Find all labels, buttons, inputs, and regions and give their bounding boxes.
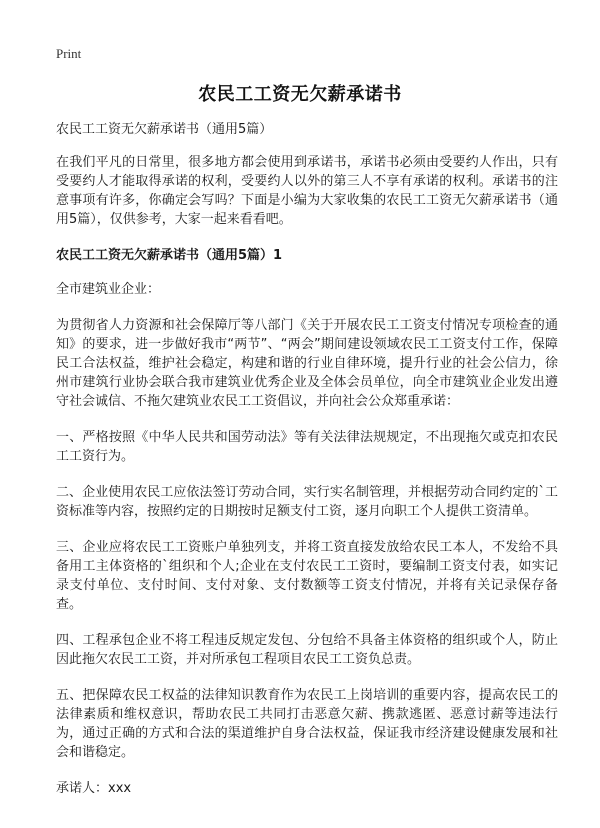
signature-line: 承诺人：xxx <box>56 781 132 796</box>
intro-paragraph: 在我们平凡的日常里，很多地方都会使用到承诺书，承诺书必须由受要约人作出，只有受要约人才能取得承诺的权利，受要约人以外的第三人不享有承诺的权利。承诺书的注意事项有许多，你确定会写吗？下面是小编为大家收集的农民工工资无欠薪承诺书（通用5篇），仅供参考，大家一起来看看吧。 <box>56 155 558 227</box>
salutation: 全市建筑业企业： <box>56 282 161 297</box>
body-paragraph-item-5: 五、把保障农民工权益的法律知识教育作为农民工上岗培训的重要内容，提高农民工的法律素质和维权意识，帮助农民工共同打击恶意欠薪、携款逃匿、恶意讨薪等违法行为，通过正确的方式和合法的渠道维护自身合法权益，保证我市经济建设健康发展和社会和谐稳定。 <box>56 688 558 760</box>
body-paragraph-item-3: 三、企业应将农民工工资账户单独列支，并将工资直接发放给农民工本人，不发给不具备用工主体资格的`组织和个人;企业在支付农民工工资时，要编制工资支付表，如实记录支付单位、支付时间、支付对象、支付数额等工资支付情况，并将有关记录保存备查。 <box>56 540 558 612</box>
body-paragraph-preamble: 为贯彻省人力资源和社会保障厅等八部门《关于开展农民工工资支付情况专项检查的通知》的要求，进一步做好我市“两节”、“两会”期间建设领域农民工工资支付工作，保障民工合法权益，维护社会稳定，构建和谐的行业自律环境，提升行业的社会公信力，徐州市建筑行业协会联合我市建筑业优秀企业及全体会员单位，向全市建筑业企业发出遵守社会诚信、不拖欠建筑业农民工工资倡议，并向社会公众郑重承诺： <box>56 318 558 409</box>
body-paragraph-item-2: 二、企业使用农民工应依法签订劳动合同，实行实名制管理，并根据劳动合同约定的`工资标准等内容，按照约定的日期按时足额支付工资，逐月向职工个人提供工资清单。 <box>56 485 558 519</box>
body-paragraph-item-1: 一、严格按照《中华人民共和国劳动法》等有关法律法规规定，不出现拖欠或克扣农民工工资行为。 <box>56 430 558 464</box>
document-subtitle: 农民工工资无欠薪承诺书（通用5篇） <box>56 122 273 137</box>
print-link[interactable]: Print <box>56 46 82 61</box>
page-title: 农民工工资无欠薪承诺书 <box>198 84 402 105</box>
section-heading: 农民工工资无欠薪承诺书（通用5篇）1 <box>56 248 283 263</box>
body-paragraph-item-4: 四、工程承包企业不将工程违反规定发包、分包给不具备主体资格的组织或个人，防止因此拖欠农民工工资，并对所承包工程项目农民工工资负总责。 <box>56 633 558 667</box>
document-body <box>56 120 558 798</box>
